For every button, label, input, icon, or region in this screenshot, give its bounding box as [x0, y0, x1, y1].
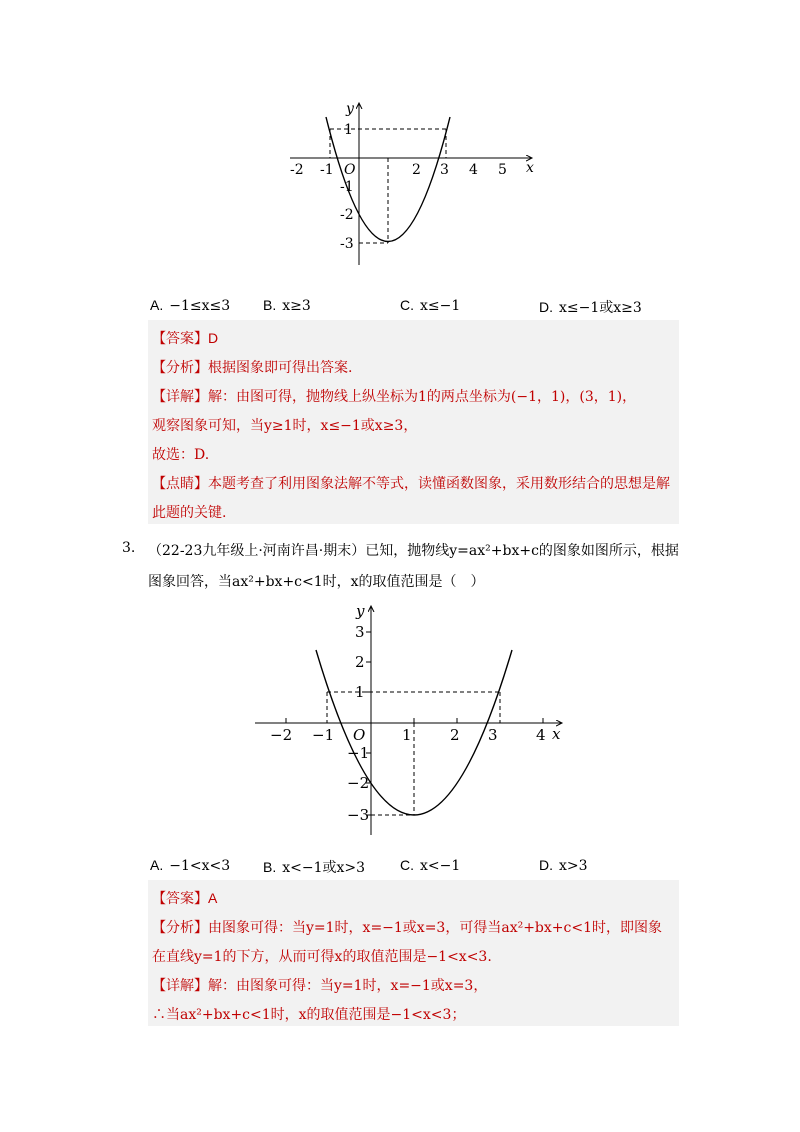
detail-line: 【详解】解：由图象可得：当y=1时，x=−1或x=3，	[152, 978, 488, 994]
q3-option-c: C. x<−1	[400, 857, 461, 874]
q2-answer-block	[148, 320, 679, 524]
x-tick: -2	[290, 162, 304, 178]
origin-label: O	[353, 726, 366, 744]
x-tick: 3	[488, 726, 498, 744]
detail-line: ∴当ax²+bx+c<1时，x的取值范围是−1<x<3；	[152, 1007, 466, 1023]
q3-text-line-1: （22-23九年级上·河南许昌·期末）已知，抛物线y=ax²+bx+c的图象如图所示，根据	[148, 543, 679, 559]
y-axis-label: y	[346, 101, 354, 117]
y-axis-label: y	[356, 602, 365, 620]
x-tick: 2	[412, 162, 421, 178]
y-tick: 2	[355, 653, 365, 671]
q3-answer-block	[148, 880, 679, 1026]
x-tick: −1	[312, 726, 335, 744]
x-tick: −2	[270, 726, 293, 744]
detail-line: 【详解】解：由图可得，抛物线上纵坐标为1的两点坐标为(−1，1)，(3，1)，	[152, 389, 637, 405]
x-tick: -1	[320, 162, 334, 178]
x-tick: 4	[469, 162, 478, 178]
y-tick: -3	[340, 236, 354, 252]
q2-option-d: D. x≤−1或x≥3	[539, 299, 642, 316]
answer-line: 【答案】A	[152, 890, 218, 907]
x-tick: 1	[402, 726, 412, 744]
analysis-line: 在直线y=1的下方，从而可得x的取值范围是−1<x<3.	[152, 949, 492, 965]
q3-option-a: A. −1<x<3	[150, 857, 231, 874]
analysis-line: 【分析】根据图象即可得出答案.	[152, 360, 353, 376]
origin-label: O	[344, 162, 356, 178]
comment-line: 此题的关键.	[152, 505, 227, 521]
x-axis-label: x	[552, 725, 561, 743]
y-tick: -2	[340, 207, 354, 223]
y-tick: 1	[344, 122, 353, 138]
comment-line: 【点睛】本题考查了利用图象法解不等式，读懂函数图象，采用数形结合的思想是解	[152, 476, 670, 492]
answer-line: 【答案】D	[152, 330, 219, 347]
q3-option-d: D. x>3	[539, 857, 588, 874]
parabola-graph-2	[250, 600, 570, 840]
q3-number: 3.	[122, 540, 136, 556]
y-tick: 1	[355, 683, 365, 701]
y-tick: −1	[347, 744, 370, 762]
detail-line: 故选：D.	[152, 447, 210, 463]
x-tick: 4	[536, 726, 546, 744]
y-tick: -1	[340, 179, 354, 195]
q3-text-line-2: 图象回答，当ax²+bx+c<1时，x的取值范围是（ ）	[148, 574, 485, 590]
x-axis-label: x	[526, 160, 534, 176]
y-tick: −3	[347, 806, 370, 824]
detail-line: 观察图象可知，当y≥1时，x≤−1或x≥3，	[152, 418, 418, 434]
q3-option-b: B. x<−1或x>3	[263, 859, 366, 876]
x-tick: 3	[440, 162, 449, 178]
x-tick: 5	[498, 162, 507, 178]
q2-option-a: A. −1≤x≤3	[150, 297, 231, 314]
analysis-line: 【分析】由图象可得：当y=1时，x=−1或x=3，可得当ax²+bx+c<1时，即图象	[152, 920, 662, 936]
y-tick: 3	[355, 623, 365, 641]
x-tick: 2	[450, 726, 460, 744]
y-tick: −2	[347, 774, 370, 792]
q2-option-b: B. x≥3	[263, 297, 311, 314]
q2-option-c: C. x≤−1	[400, 297, 461, 314]
parabola-graph-1	[280, 95, 550, 270]
